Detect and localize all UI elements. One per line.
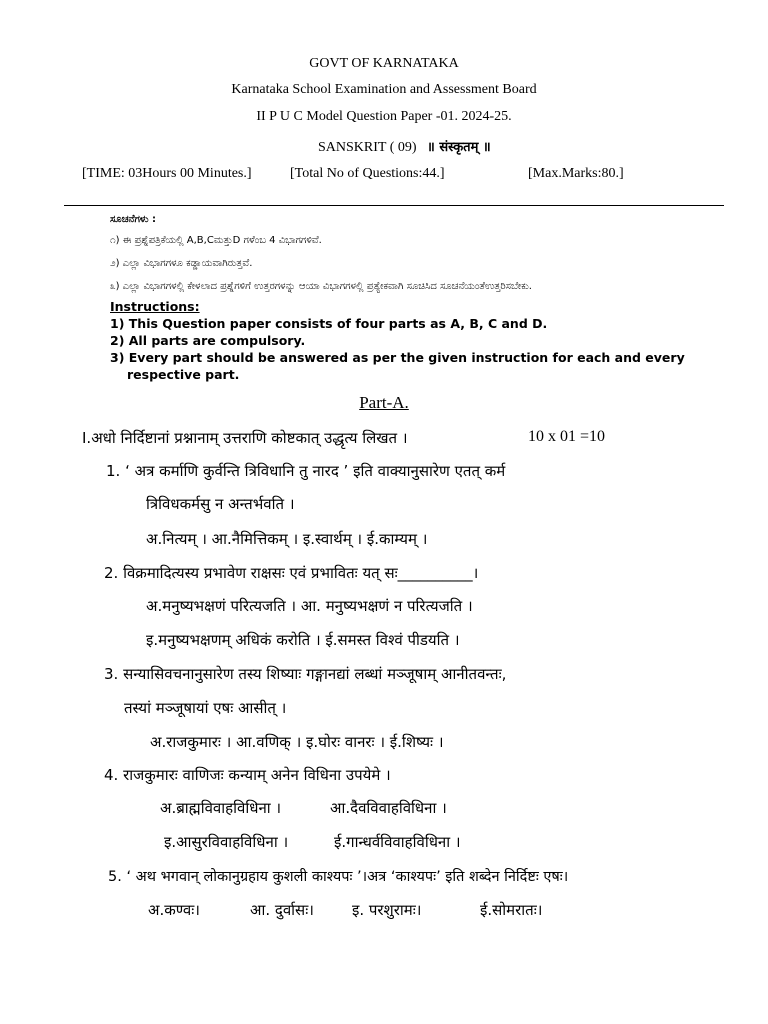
subject-code: SANSKRIT ( 09) xyxy=(318,140,417,155)
subject-line xyxy=(318,137,491,156)
kannada-note-3: ೩) ಎಲ್ಲಾ ವಿಭಾಗಗಳಲ್ಲಿ ಕೇಳಲಾದ ಪ್ರಶ್ನೆಗಳಿಗೆ ಉತ್ತರಗಳನ್ನು ಆಯಾ ವಿಭಾಗಗಳಲ್ಲಿ ಪ್ರತ್ಯೇಕವಾಗಿ ಸೂಚಿಸಿದ ಸೂಚನೆಯಂತೆಉತ್ತರಿಸಬೇಕು. xyxy=(110,281,532,292)
subject-native: ॥ संस्कृतम् ॥ xyxy=(427,140,491,155)
govt-title: GOVT OF KARNATAKA xyxy=(309,56,459,71)
total-questions: [Total No of Questions:44.] xyxy=(290,166,445,181)
instruction-3: 3) Every part should be answered as per the given instruction for each and every xyxy=(110,350,685,365)
header-divider xyxy=(64,205,724,206)
part-a-title: Part-A. xyxy=(359,393,409,412)
question-1: 1. ‘ अत्र कर्माणि कुर्वन्ति त्रिविधानि तु नारद ’ इति वाक्यानुसारेण एतत् कर्म xyxy=(106,462,506,480)
question-4: 4. राजकुमारः वाणिजः कन्याम् अनेन विधिना उपयेमे । xyxy=(104,766,391,784)
kannada-notes-heading: ಸೂಚನೆಗಳು : xyxy=(110,214,156,225)
question-5: 5. ‘ अथ भगवान् लोकानुग्रहाय कुशली काश्यपः ’।अत्र ‘काश्यपः’ इति शब्देन निर्दिष्टः एषः। xyxy=(108,869,569,885)
section-marks: 10 x 01 =10 xyxy=(528,428,606,445)
question-3-options: अ.राजकुमारः । आ.वणिक् । इ.घोरः वानरः । ई.शिष्यः । xyxy=(150,733,444,751)
question-1-options: अ.नित्यम् । आ.नैमित्तिकम् । इ.स्वार्थम् । ई.काम्यम् । xyxy=(146,530,428,548)
question-2-options-1: अ.मनुष्यभक्षणं परित्यजति । आ. मनुष्यभक्षणं न परित्यजति । xyxy=(146,597,473,615)
board-name: Karnataka School Examination and Assessment Board xyxy=(231,82,537,97)
kannada-note-1: ೧) ಈ ಪ್ರಶ್ನೆಪತ್ರಿಕೆಯಲ್ಲಿ A,B,Cಮತ್ತುD ಗಳೆಂಬ 4 ವಿಭಾಗಗಳಿವೆ. xyxy=(110,235,322,246)
instruction-3-cont: respective part. xyxy=(127,367,240,382)
instruction-2: 2) All parts are compulsory. xyxy=(110,333,306,348)
question-3: 3. सन्यासिवचनानुसारेण तस्य शिष्याः गङ्गानद्यां लब्धां मञ्जूषाम् आनीतवन्तः, xyxy=(104,665,507,683)
question-2: 2. विक्रमादित्यस्य प्रभावेण राक्षसः एवं प्रभावितः यत् सः__________। xyxy=(104,564,479,582)
question-5-option-c: इ. परशुरामः। xyxy=(352,901,422,919)
max-marks: [Max.Marks:80.] xyxy=(528,166,624,181)
kannada-note-2: ೨) ಎಲ್ಲಾ ವಿಭಾಗಗಳೂ ಕಡ್ಡಾಯವಾಗಿರುತ್ತವೆ. xyxy=(110,258,253,269)
question-3-cont: तस्यां मञ्जूषायां एषः आसीत् । xyxy=(124,699,287,717)
question-4-option-b: आ.दैवविवाहविधिना । xyxy=(330,799,447,817)
question-5-option-b: आ. दुर्वासः। xyxy=(250,901,314,919)
question-2-options-2: इ.मनुष्यभक्षणम् अधिकं करोति । ई.समस्त विश्वं पीडयति । xyxy=(146,631,460,649)
section-heading: I.अधो निर्दिष्टानां प्रश्नानाम् उत्तराणि कोष्टकात् उद्धृत्य लिखत । xyxy=(82,429,408,447)
paper-title: II P U C Model Question Paper -01. 2024-25. xyxy=(256,109,512,124)
time-info: [TIME: 03Hours 00 Minutes.] xyxy=(82,166,252,181)
question-5-option-a: अ.कण्वः। xyxy=(148,901,200,919)
question-4-option-a: अ.ब्राह्मविवाहविधिना । xyxy=(160,799,282,817)
instruction-1: 1) This Question paper consists of four parts as A, B, C and D. xyxy=(110,316,548,331)
instructions-heading: Instructions: xyxy=(110,299,200,314)
question-4-option-c: इ.आसुरविवाहविधिना । xyxy=(164,833,289,851)
question-1-cont: त्रिविधकर्मसु न अन्तर्भवति । xyxy=(146,495,295,513)
question-5-option-d: ई.सोमरातः। xyxy=(480,901,543,919)
question-4-option-d: ई.गान्धर्वविवाहविधिना । xyxy=(334,833,461,851)
